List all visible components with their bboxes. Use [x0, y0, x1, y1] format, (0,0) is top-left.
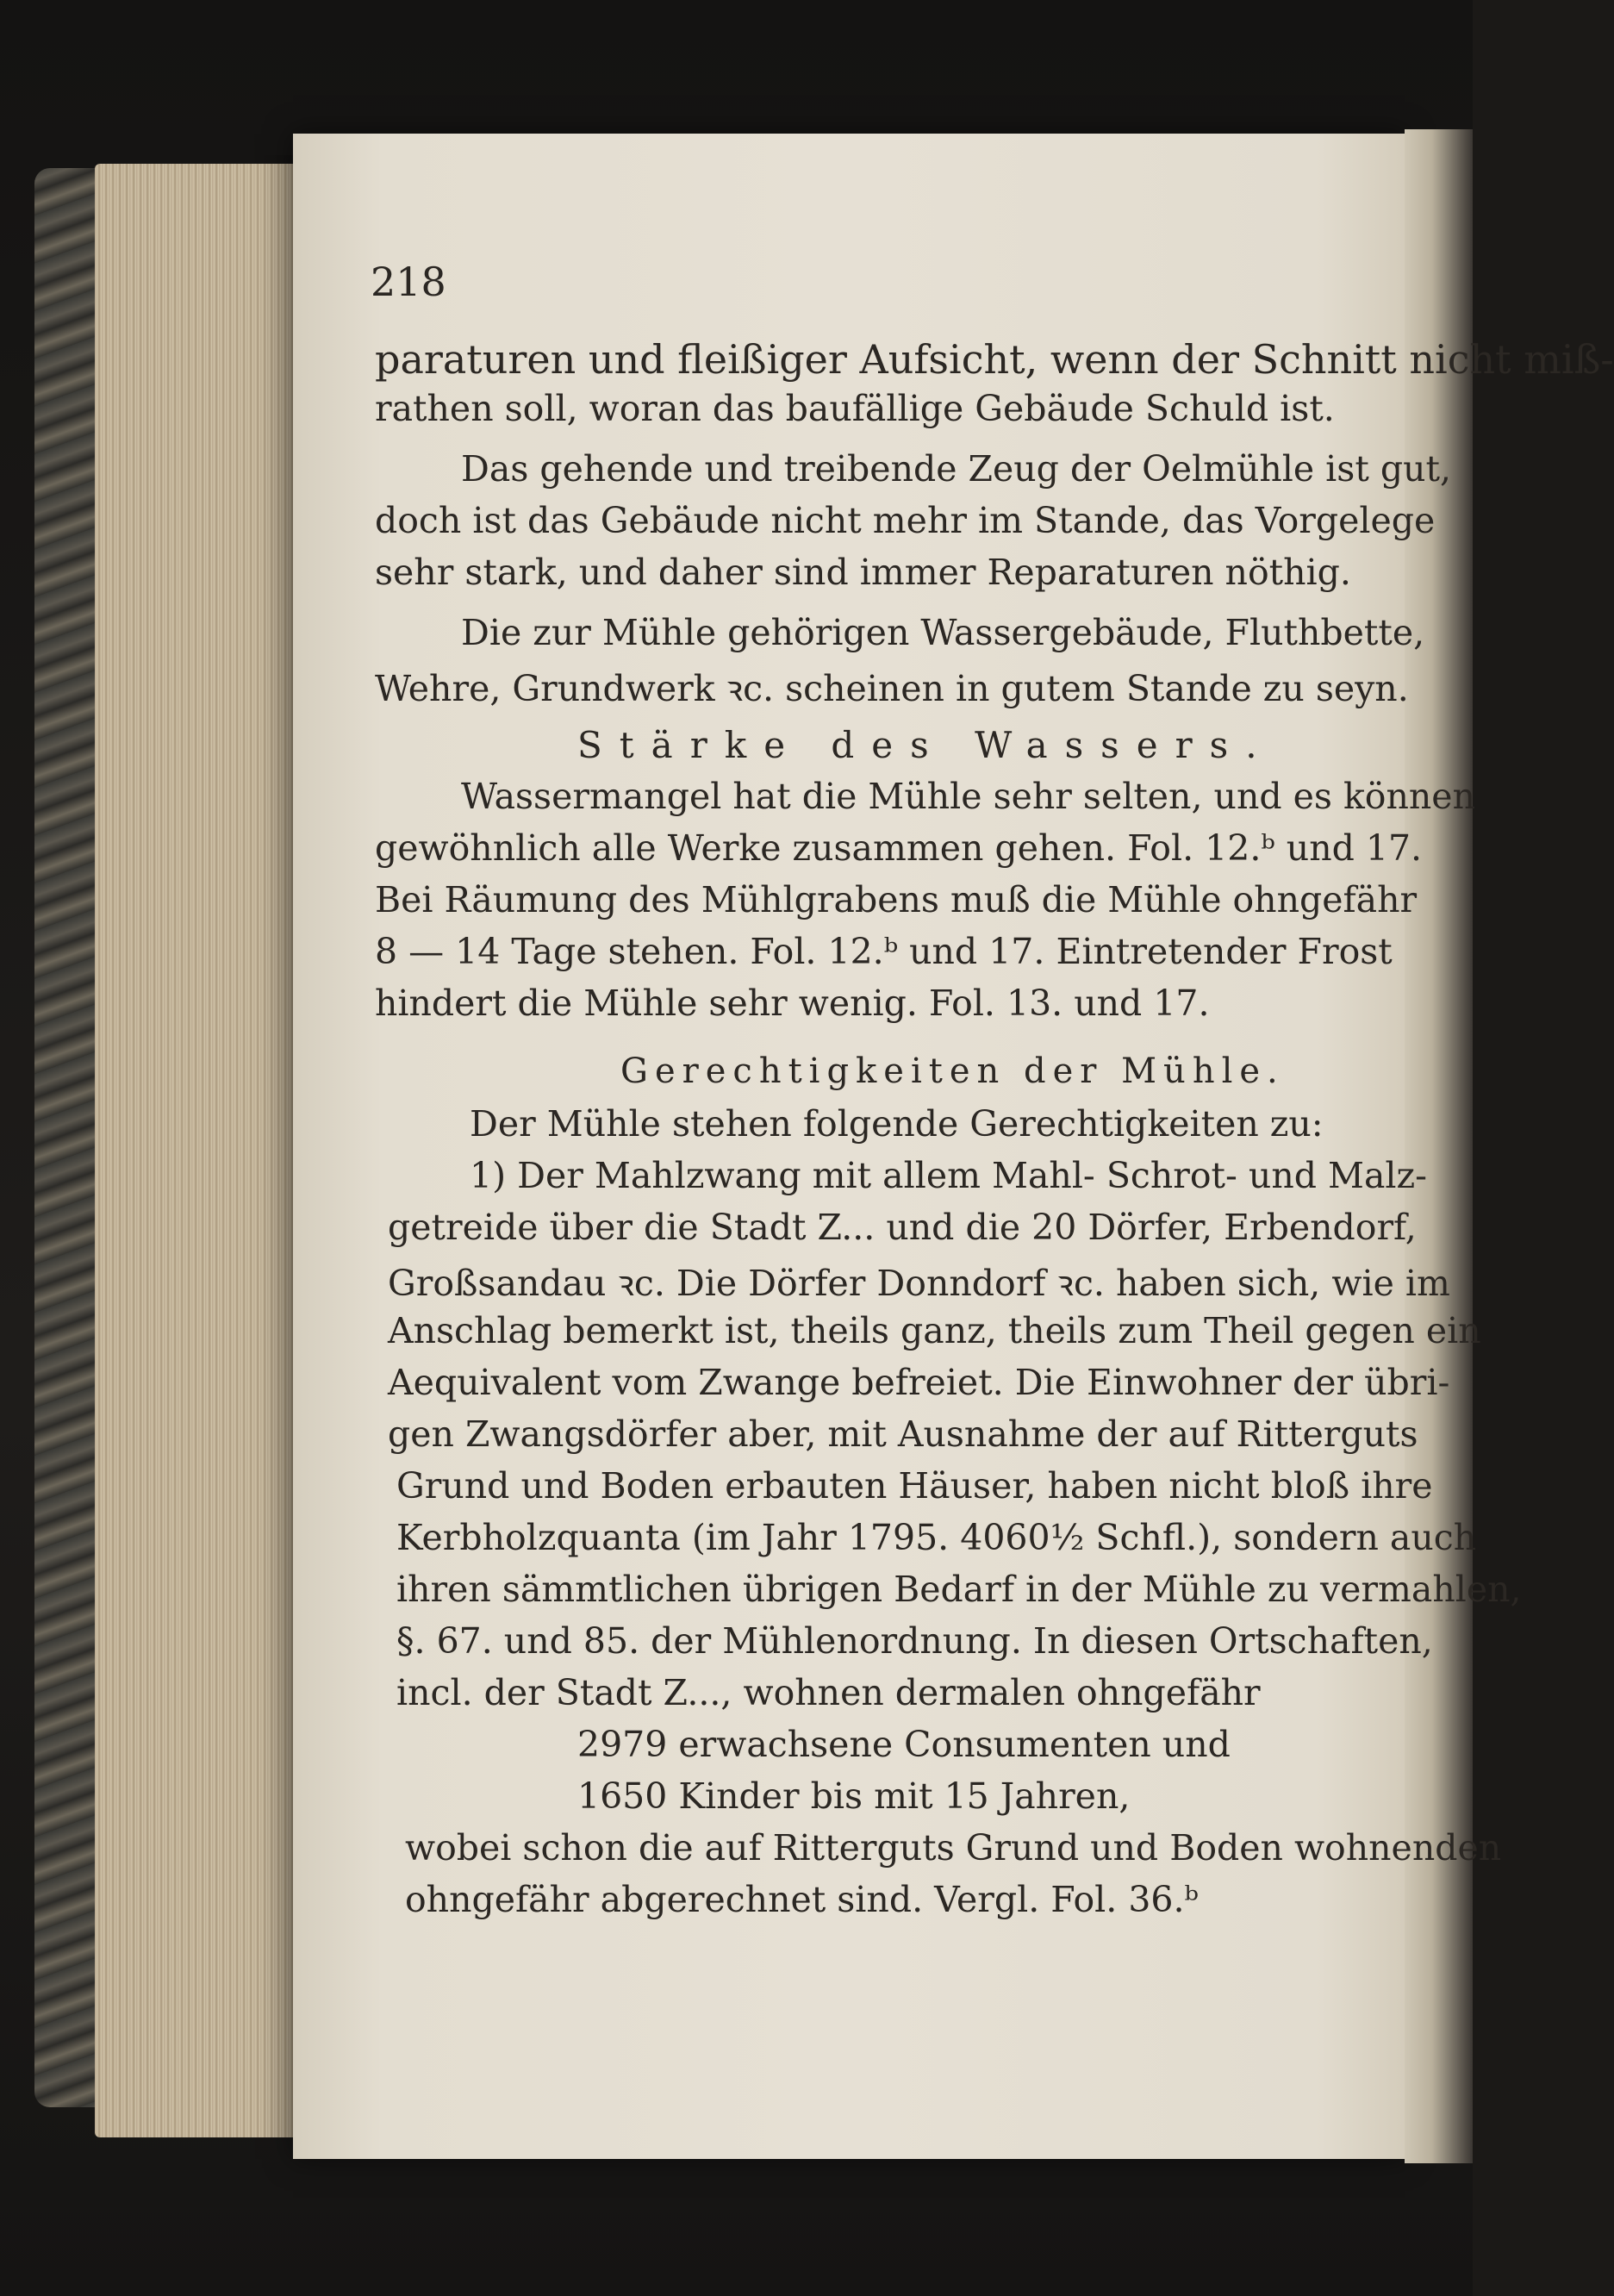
text-line: Wassermangel hat die Mühle sehr selten, und es können: [461, 776, 1475, 817]
text-line: gen Zwangsdörfer aber, mit Ausnahme der auf Ritterguts: [388, 1413, 1418, 1455]
text-line: 2979 erwachsene Consumenten und: [577, 1724, 1231, 1765]
text-line: 1650 Kinder bis mit 15 Jahren,: [577, 1775, 1131, 1817]
text-line: Grund und Boden erbauten Häuser, haben nicht bloß ihre: [396, 1465, 1433, 1507]
text-line: rathen soll, woran das baufällige Gebäude Schuld ist.: [375, 388, 1335, 429]
text-line: ihren sämmtlichen übrigen Bedarf in der Mühle zu vermahlen,: [396, 1569, 1522, 1610]
text-line: gewöhnlich alle Werke zusammen gehen. Fol. 12.ᵇ und 17.: [375, 827, 1423, 869]
text-line: §. 67. und 85. der Mühlenordnung. In diesen Ortschaften,: [396, 1620, 1433, 1662]
text-line: incl. der Stadt Z..., wohnen dermalen ohngefähr: [396, 1672, 1261, 1713]
text-line: Großsandau ꝛc. Die Dörfer Donndorf ꝛc. haben sich, wie im: [388, 1263, 1450, 1304]
text-line: Aequivalent vom Zwange befreiet. Die Einwohner der übri-: [388, 1362, 1450, 1403]
text-line: Anschlag bemerkt ist, theils ganz, theils zum Theil gegen ein: [388, 1310, 1481, 1351]
page-number: 218: [371, 259, 446, 305]
text-line: getreide über die Stadt Z... und die 20 Dörfer, Erbendorf,: [388, 1207, 1417, 1248]
text-line: Bei Räumung des Mühlgrabens muß die Mühle ohngefähr: [375, 879, 1418, 920]
text-line: Wehre, Grundwerk ꝛc. scheinen in gutem Stande zu seyn.: [375, 668, 1409, 709]
text-line: hindert die Mühle sehr wenig. Fol. 13. und 17.: [375, 983, 1210, 1024]
text-line: sehr stark, und daher sind immer Reparaturen nöthig.: [375, 552, 1351, 593]
text-line: Kerbholzquanta (im Jahr 1795. 4060½ Schfl.), sondern auch: [396, 1517, 1477, 1558]
text-line: wobei schon die auf Ritterguts Grund und Boden wohnenden: [405, 1827, 1502, 1869]
section-heading: Gerechtigkeiten der Mühle.: [620, 1051, 1285, 1091]
section-heading: Stärke des Wassers.: [577, 724, 1274, 766]
text-line: doch ist das Gebäude nicht mehr im Stande, das Vorgelege: [375, 500, 1436, 541]
text-line: Das gehende und treibende Zeug der Oelmühle ist gut,: [461, 448, 1452, 490]
text-line: Die zur Mühle gehörigen Wassergebäude, Fluthbette,: [461, 612, 1425, 653]
text-line: Der Mühle stehen folgende Gerechtigkeiten zu:: [470, 1103, 1324, 1145]
text-line: paraturen und fleißiger Aufsicht, wenn der Schnitt nicht miß-: [375, 336, 1614, 383]
text-line: 8 — 14 Tage stehen. Fol. 12.ᵇ und 17. Eintretender Frost: [375, 931, 1393, 972]
text-line: ohngefähr abgerechnet sind. Vergl. Fol. 36.ᵇ: [405, 1879, 1199, 1920]
text-line: 1) Der Mahlzwang mit allem Mahl- Schrot- und Malz-: [470, 1155, 1428, 1196]
